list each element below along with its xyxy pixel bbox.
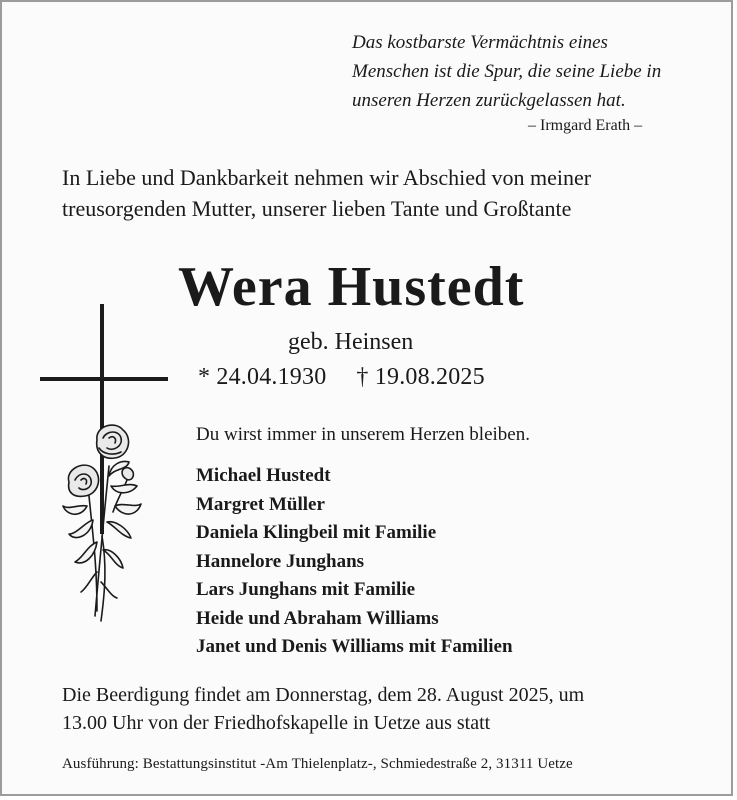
rose-illustration (57, 416, 157, 626)
mourner-name: Michael Hustedt (196, 465, 331, 486)
mourner-name: Lars Junghans mit Familie (196, 579, 416, 600)
mourner-name: Margret Müller (196, 493, 325, 515)
quote-author: – Irmgard Erath – (528, 117, 643, 134)
quote-line: Menschen ist die Spur, die seine Liebe in (352, 61, 662, 82)
deceased-name: Wera Hustedt (178, 256, 525, 318)
birth-name: geb. Heinsen (288, 329, 414, 355)
funeral-home-footer: Ausführung: Bestattungsinstitut -Am Thielenplatz-, Schmiedestraße 2, 31311 Uetze (62, 756, 573, 772)
mourner-name: Daniela Klingbeil mit Familie (196, 522, 437, 543)
quote-line: Das kostbarste Vermächtnis eines (352, 32, 608, 53)
mourner-name: Hannelore Junghans (196, 550, 365, 572)
intro-text (62, 162, 591, 224)
memory-line: Du wirst immer in unserem Herzen bleiben. (196, 424, 530, 445)
life-dates (198, 364, 485, 391)
mourner-name: Heide und Abraham Williams (196, 607, 439, 629)
funeral-details (62, 681, 584, 737)
mourner-name: Janet und Denis Williams mit Familien (196, 636, 513, 657)
birth-date: * 24.04.1930 (198, 364, 327, 390)
funeral-line: Die Beerdigung findet am Donnerstag, dem 28. August 2025, um (62, 684, 585, 706)
quote-line: unseren Herzen zurückgelassen hat. (352, 90, 626, 111)
memorial-quote (352, 28, 661, 115)
intro-line: In Liebe und Dankbarkeit nehmen wir Abschied von meiner (62, 165, 592, 190)
death-date: † 19.08.2025 (356, 364, 485, 390)
intro-line: treusorgenden Mutter, unserer lieben Tante und Großtante (62, 196, 572, 221)
mourners-list (196, 462, 513, 662)
funeral-line: 13.00 Uhr von der Friedhofskapelle in Uetze aus statt (62, 712, 491, 734)
